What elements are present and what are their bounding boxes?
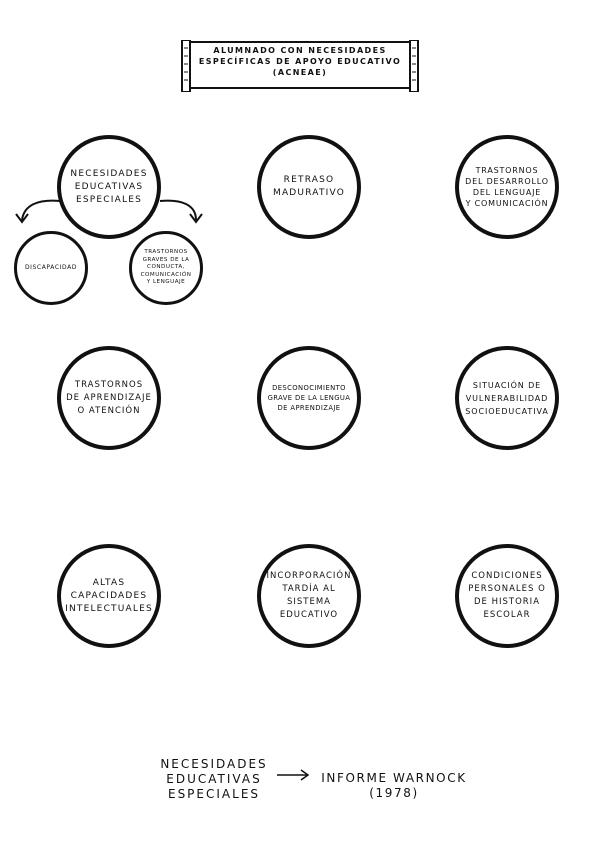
node-text: O ATENCIÓN: [77, 405, 141, 416]
node-text: CONDUCTA,: [147, 264, 185, 271]
node-text: COMUNICACIÓN: [140, 271, 192, 278]
footer-text: INFORME WARNOCK: [321, 771, 467, 785]
node-text: DE HISTORIA: [473, 597, 541, 607]
node-text: ESPECIALES: [75, 194, 143, 205]
node-text: TARDÍA AL: [282, 584, 336, 594]
node-text: TRASTORNOS: [475, 166, 539, 175]
node-text: Y LENGUAJE: [146, 279, 186, 286]
node-necesidades-educativas-especiales: [57, 135, 161, 239]
node-text: CAPACIDADES: [70, 590, 148, 601]
node-vulnerabilidad-socioeducativa: [455, 346, 559, 450]
footer-text: EDUCATIVAS: [166, 772, 262, 786]
node-retraso-madurativo: [257, 135, 361, 239]
banner-line-1: ALUMNADO CON NECESIDADES: [213, 46, 387, 55]
node-text: EDUCATIVAS: [74, 181, 144, 192]
node-text: DISCAPACIDAD: [24, 264, 78, 271]
node-text: TRASTORNOS: [74, 379, 144, 390]
node-text: DE APRENDIZAJE: [277, 404, 341, 412]
footer-text: (1978): [369, 786, 419, 800]
node-text: INCORPORACIÓN: [266, 571, 352, 581]
node-text: RETRASO: [283, 175, 335, 185]
node-text: DEL LENGUAJE: [472, 188, 542, 197]
node-incorporacion-tardia: [257, 544, 361, 648]
node-text: EDUCATIVO: [279, 610, 339, 620]
node-discapacidad: [14, 231, 88, 305]
banner-line-3: (ACNEAE): [272, 68, 328, 77]
node-text: ESCOLAR: [483, 610, 531, 620]
node-text: GRAVE DE LA LENGUA: [267, 394, 351, 402]
node-text: TRASTORNOS: [144, 249, 188, 256]
node-text: DE APRENDIZAJE: [66, 392, 152, 403]
right-arrow-icon: [276, 768, 310, 782]
node-trastornos-graves-conducta: [129, 231, 203, 305]
banner-line-2: ESPECÍFICAS DE APOYO EDUCATIVO: [198, 57, 402, 66]
footer-text: ESPECIALES: [167, 787, 261, 801]
node-desconocimiento-lengua: [257, 346, 361, 450]
node-text: ALTAS: [92, 577, 126, 588]
node-text: Y COMUNICACIÓN: [465, 199, 549, 208]
node-trastornos-aprendizaje: [57, 346, 161, 450]
node-text: DESCONOCIMIENTO: [272, 384, 346, 392]
footer-text: NECESIDADES: [160, 757, 268, 771]
node-text: DEL DESARROLLO: [465, 177, 549, 186]
node-text: NECESIDADES: [70, 168, 148, 179]
node-text: MADURATIVO: [272, 188, 346, 198]
footer-warnock-label: [314, 771, 474, 801]
node-text: SISTEMA: [286, 597, 331, 607]
node-text: VULNERABILIDAD: [465, 393, 549, 403]
footer-nee-label: [155, 757, 273, 802]
node-altas-capacidades: [57, 544, 161, 648]
node-text: CONDICIONES: [471, 571, 543, 581]
node-text: INTELECTUALES: [65, 603, 153, 614]
node-condiciones-personales: [455, 544, 559, 648]
node-text: PERSONALES O: [468, 584, 546, 594]
node-trastornos-desarrollo-lenguaje: [455, 135, 559, 239]
node-text: SOCIOEDUCATIVA: [465, 406, 549, 416]
node-text: GRAVES DE LA: [142, 256, 190, 263]
node-text: SITUACIÓN DE: [472, 380, 542, 390]
